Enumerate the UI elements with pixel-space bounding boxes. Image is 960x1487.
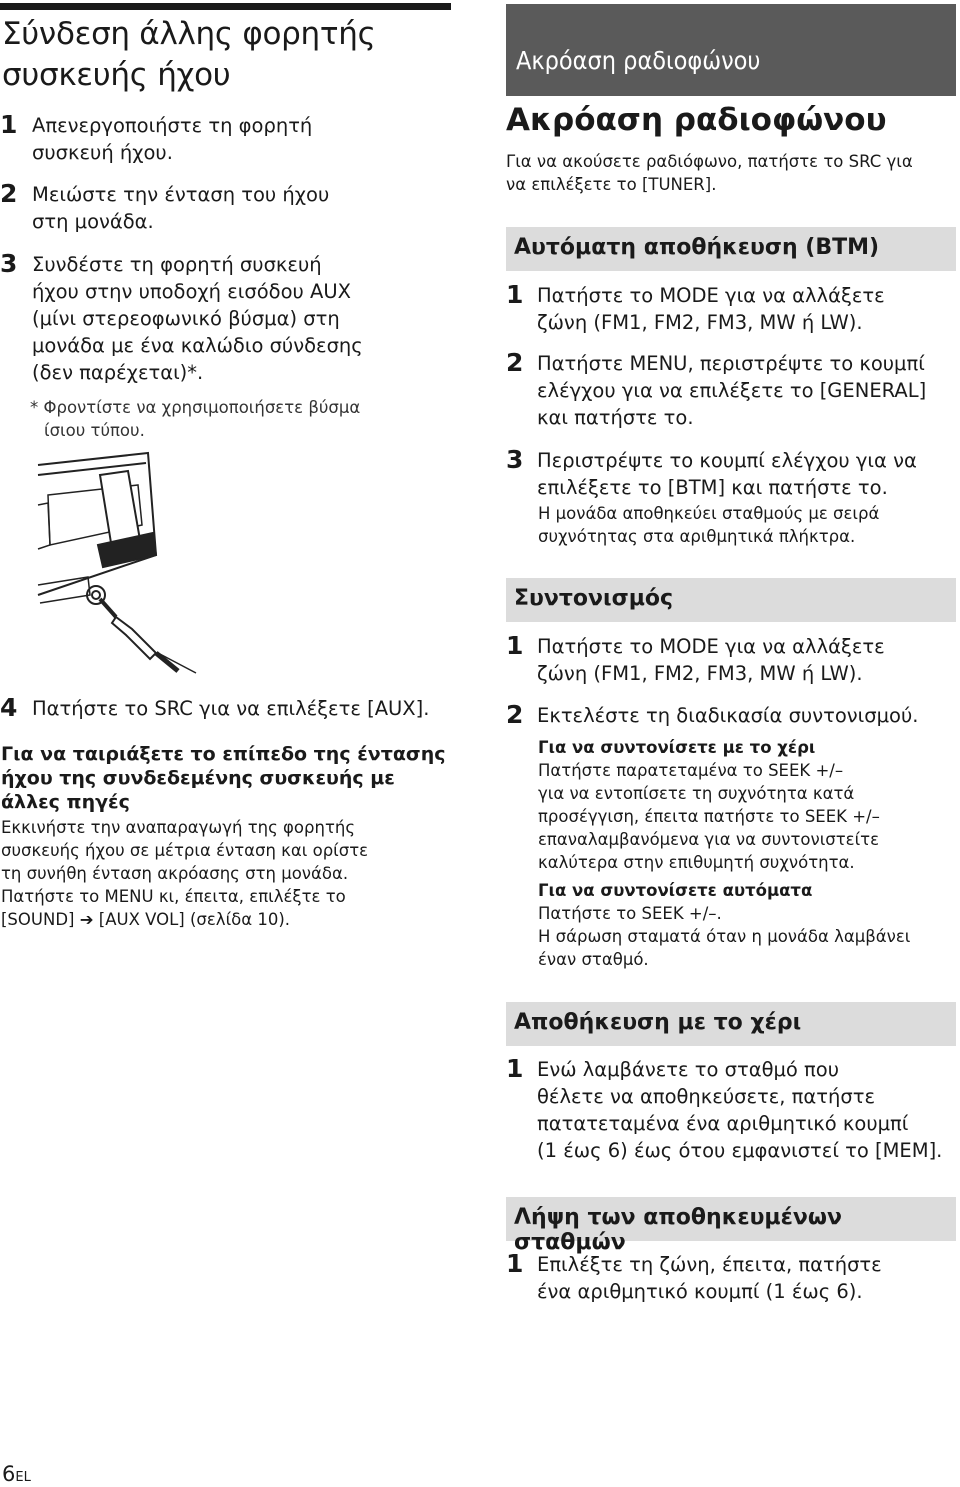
step-text: Περιστρέψτε το κουμπί ελέγχου για να: [537, 449, 917, 472]
manual-tuning-heading: Για να συντονίσετε με το χέρι: [538, 738, 816, 757]
footnote-line: * Φροντίστε να χρησιμοποιήσετε βύσμα: [30, 398, 361, 417]
note-line: για να εντοπίσετε τη συχνότητα κατά: [538, 784, 855, 803]
step-text: μονάδα με ένα καλώδιο σύνδεσης: [32, 334, 363, 357]
step-text: Συνδέστε τη φορητή συσκευή: [32, 253, 322, 276]
step-text: Πατήστε το SRC για να επιλέξετε [AUX].: [32, 697, 430, 720]
section-bar-btm: [506, 227, 956, 271]
paragraph-line: Εκκινήστε την αναπαραγωγή της φορητής: [1, 818, 356, 837]
footnote: [30, 396, 430, 442]
auto-tuning-heading: Για να συντονίσετε αυτόματα: [538, 881, 813, 900]
note-line: Πατήστε παρατεταμένα το SEEK +/–: [538, 761, 844, 780]
title-line: Σύνδεση άλλης φορητής: [2, 16, 376, 52]
step-text: ελέγχου για να επιλέξετε το [GENERAL]: [537, 379, 927, 402]
btm-step-1: [506, 282, 960, 336]
footnote-line: ίσιου τύπου.: [44, 421, 145, 440]
step-text: (μίνι στερεοφωνικό βύσμα) στη: [32, 307, 340, 330]
note-line: Η σάρωση σταματά όταν η μονάδα λαμβάνει: [538, 927, 911, 946]
step-number: 1: [506, 631, 524, 660]
step-number: 2: [506, 348, 524, 377]
step-1: [0, 112, 420, 166]
section-bar-receive-stored: [506, 1197, 956, 1255]
step-text: (δεν παρέχεται)*.: [32, 361, 204, 384]
note-line: προσέγγιση, έπειτα πατήστε το SEEK +/–: [538, 807, 880, 826]
step-number: 1: [0, 110, 18, 139]
step-text: Επιλέξτε τη ζώνη, έπειτα, πατήστε: [537, 1253, 882, 1276]
page-number-suffix: EL: [15, 1470, 31, 1485]
step-text: συσκευή ήχου.: [32, 141, 173, 164]
page-number: [2, 1462, 31, 1486]
section-title: Λήψη των αποθηκευμένων σταθμών: [514, 1205, 842, 1255]
paragraph-line: τη συνήθη ένταση ακρόασης στη μονάδα.: [1, 864, 349, 883]
volume-subheading: [1, 742, 453, 814]
step-text: Εκτελέστε τη διαδικασία συντονισμού.: [537, 704, 919, 727]
step-text: ζώνη (FM1, FM2, FM3, MW ή LW).: [537, 662, 863, 685]
section-title: Συντονισμός: [514, 586, 674, 611]
paragraph-line: [SOUND] ➔ [AUX VOL] (σελίδα 10).: [1, 910, 291, 929]
step-text: ζώνη (FM1, FM2, FM3, MW ή LW).: [537, 311, 863, 334]
step-text: και πατήστε το.: [537, 406, 694, 429]
note-line: έναν σταθμό.: [538, 950, 649, 969]
btm-step-3: [506, 447, 960, 501]
paragraph-line: Για να ακούσετε ραδιόφωνο, πατήστε το SRC για: [506, 152, 913, 171]
section-band: [506, 4, 956, 96]
note-line: καλύτερα στην επιθυμητή συχνότητα.: [538, 853, 855, 872]
section-title: Αυτόματη αποθήκευση (BTM): [514, 235, 880, 260]
subheading-line: Για να ταιριάξετε το επίπεδο της έντασης: [1, 743, 446, 765]
step-text: Απενεργοποιήστε τη φορητή: [32, 114, 313, 137]
note-line: συχνότητας στα αριθμητικά πλήκτρα.: [538, 527, 856, 546]
volume-paragraph: [1, 816, 453, 931]
auto-tuning: [538, 879, 958, 971]
step-text: θέλετε να αποθηκεύσετε, πατήστε: [537, 1085, 876, 1108]
top-rule: [0, 3, 451, 10]
section-title: Αποθήκευση με το χέρι: [514, 1010, 802, 1035]
note-line: επαναλαμβανόμενα για να συντονιστείτε: [538, 830, 880, 849]
step-number: 3: [0, 249, 18, 278]
note-line: Πατήστε το SEEK +/–.: [538, 904, 722, 923]
btm-note: [538, 502, 958, 548]
note-line: Η μονάδα αποθηκεύει σταθμούς με σειρά: [538, 504, 880, 523]
paragraph-line: να επιλέξετε το [TUNER].: [506, 175, 717, 194]
tuning-step-2: [506, 702, 960, 729]
step-text: επιλέξετε το [BTM] και πατήστε το.: [537, 476, 888, 499]
step-number: 2: [506, 700, 524, 729]
btm-step-2: [506, 350, 960, 431]
subheading-line: άλλες πηγές: [1, 791, 130, 813]
tuning-step-1: [506, 633, 960, 687]
step-text: Πατήστε το MODE για να αλλάξετε: [537, 284, 885, 307]
step-number: 1: [506, 280, 524, 309]
step-text: (1 έως 6) έως ότου εμφανιστεί το [MEM].: [537, 1139, 943, 1162]
step-text: στη μονάδα.: [32, 210, 154, 233]
section-bar-tuning: [506, 578, 956, 622]
step-text: Πατήστε το MODE για να αλλάξετε: [537, 635, 885, 658]
manual-tuning: [538, 736, 958, 874]
step-2: [0, 181, 420, 235]
step-number: 2: [0, 179, 18, 208]
page-title: [2, 14, 375, 96]
paragraph-line: Πατήστε το MENU κι, έπειτα, επιλέξτε το: [1, 887, 346, 906]
step-text: ένα αριθμητικό κουμπί (1 έως 6).: [537, 1280, 863, 1303]
subheading-line: ήχου της συνδεδεμένης συσκευής με: [1, 767, 395, 789]
aux-cable-illustration: [28, 445, 198, 675]
step-text: Πατήστε MENU, περιστρέψτε το κουμπί: [537, 352, 925, 375]
store-step-1: [506, 1056, 960, 1164]
section-heading: Ακρόαση ραδιοφώνου: [506, 102, 887, 138]
page-number-digit: 6: [2, 1462, 16, 1486]
step-3: [0, 251, 420, 386]
band-title: Ακρόαση ραδιοφώνου: [516, 46, 761, 75]
title-line: συσκευής ήχου: [2, 57, 231, 93]
receive-step-1: [506, 1251, 960, 1305]
step-text: πατατεταμένα ένα αριθμητικό κουμπί: [537, 1112, 909, 1135]
step-number: 1: [506, 1054, 524, 1083]
section-bar-manual-store: [506, 1002, 956, 1046]
step-4: [0, 695, 455, 722]
paragraph-line: συσκευής ήχου σε μέτρια ένταση και ορίστε: [1, 841, 369, 860]
step-text: Μειώστε την ένταση του ήχου: [32, 183, 330, 206]
step-number: 3: [506, 445, 524, 474]
step-text: ήχου στην υποδοχή εισόδου AUX: [32, 280, 351, 303]
step-number: 4: [0, 693, 18, 722]
step-text: Ενώ λαμβάνετε το σταθμό που: [537, 1058, 839, 1081]
step-number: 1: [506, 1249, 524, 1278]
intro-paragraph: [506, 150, 956, 196]
